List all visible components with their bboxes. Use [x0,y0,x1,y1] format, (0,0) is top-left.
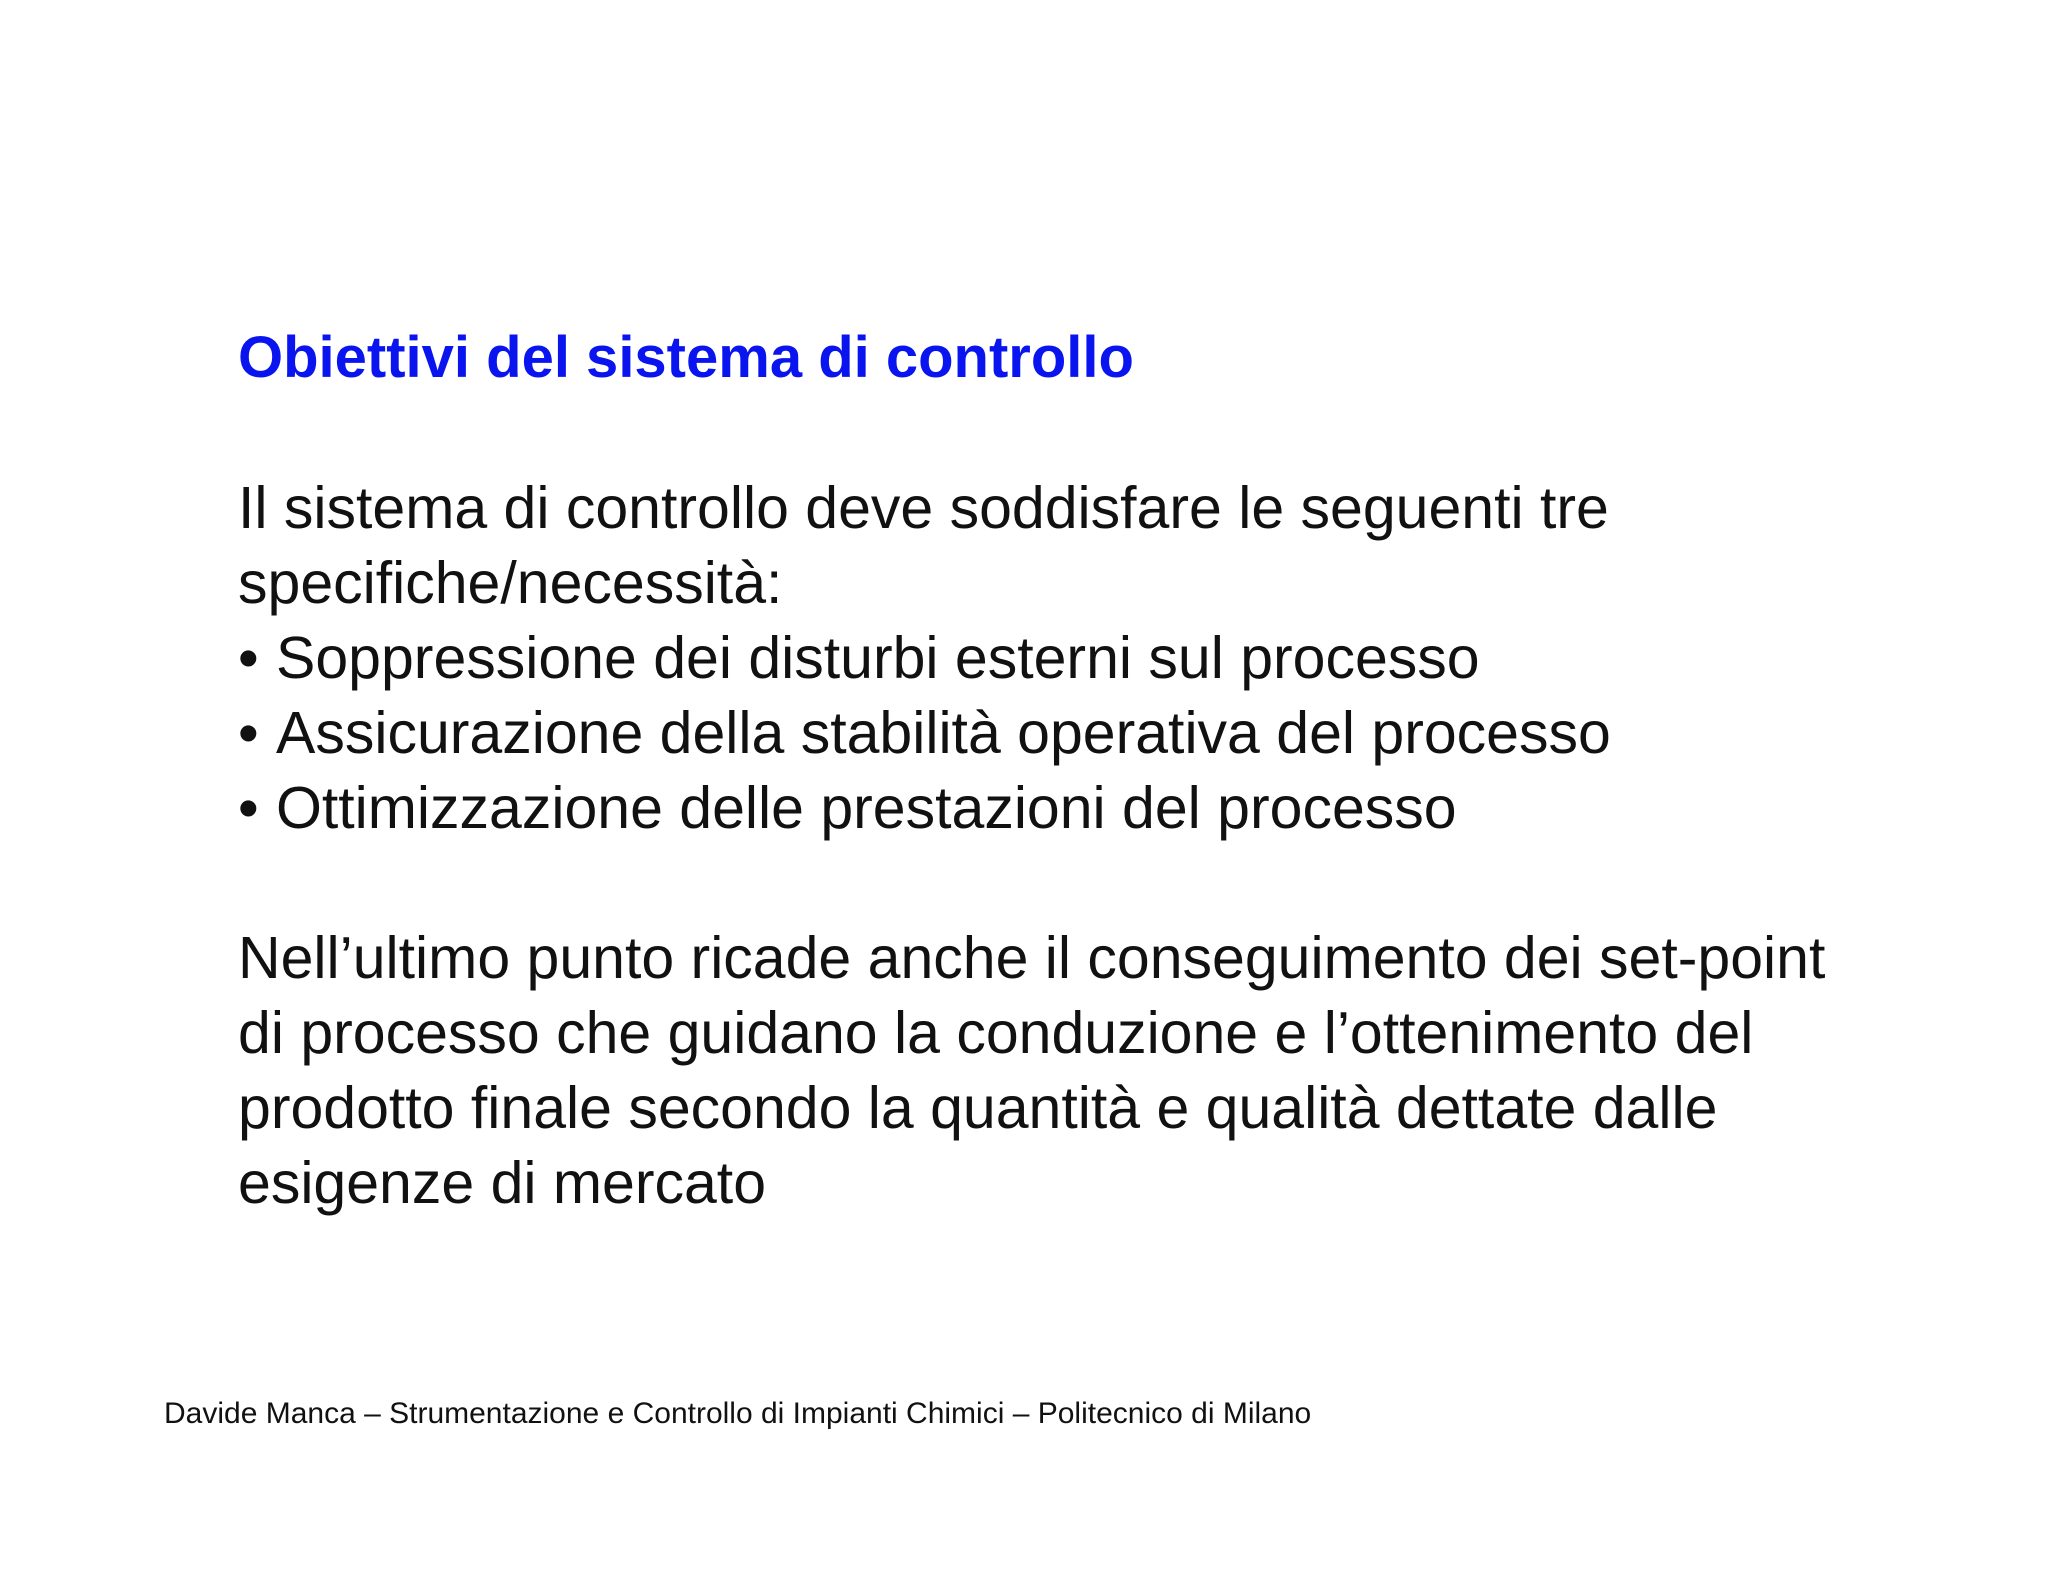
bullet-text: Soppressione dei disturbi esterni sul processo [276,625,1480,691]
bullet-list [238,621,1878,846]
conclusion-paragraph: Nell’ultimo punto ricade anche il conseguimento dei set-point di processo che guidano la conduzione e l’ottenimento del prodotto finale secondo la quantità e qualità dettate dalle esigenze di mercato [238,925,1826,1216]
bullet-symbol: • [238,775,259,841]
bullet-item [238,621,1878,696]
slide-title: Obiettivi del sistema di controllo [238,325,1134,390]
slide-body [238,471,1878,1221]
bullet-text: Assicurazione della stabilità operativa del processo [276,700,1611,766]
footer-credit: Davide Manca – Strumentazione e Controllo di Impianti Chimici – Politecnico di Milano [164,1397,1312,1430]
bullet-symbol: • [238,625,259,691]
bullet-item [238,696,1878,771]
bullet-symbol: • [238,700,259,766]
bullet-text: Ottimizzazione delle prestazioni del processo [276,775,1457,841]
bullet-item [238,771,1878,846]
intro-paragraph: Il sistema di controllo deve soddisfare le seguenti tre specifiche/necessità: [238,475,1609,616]
